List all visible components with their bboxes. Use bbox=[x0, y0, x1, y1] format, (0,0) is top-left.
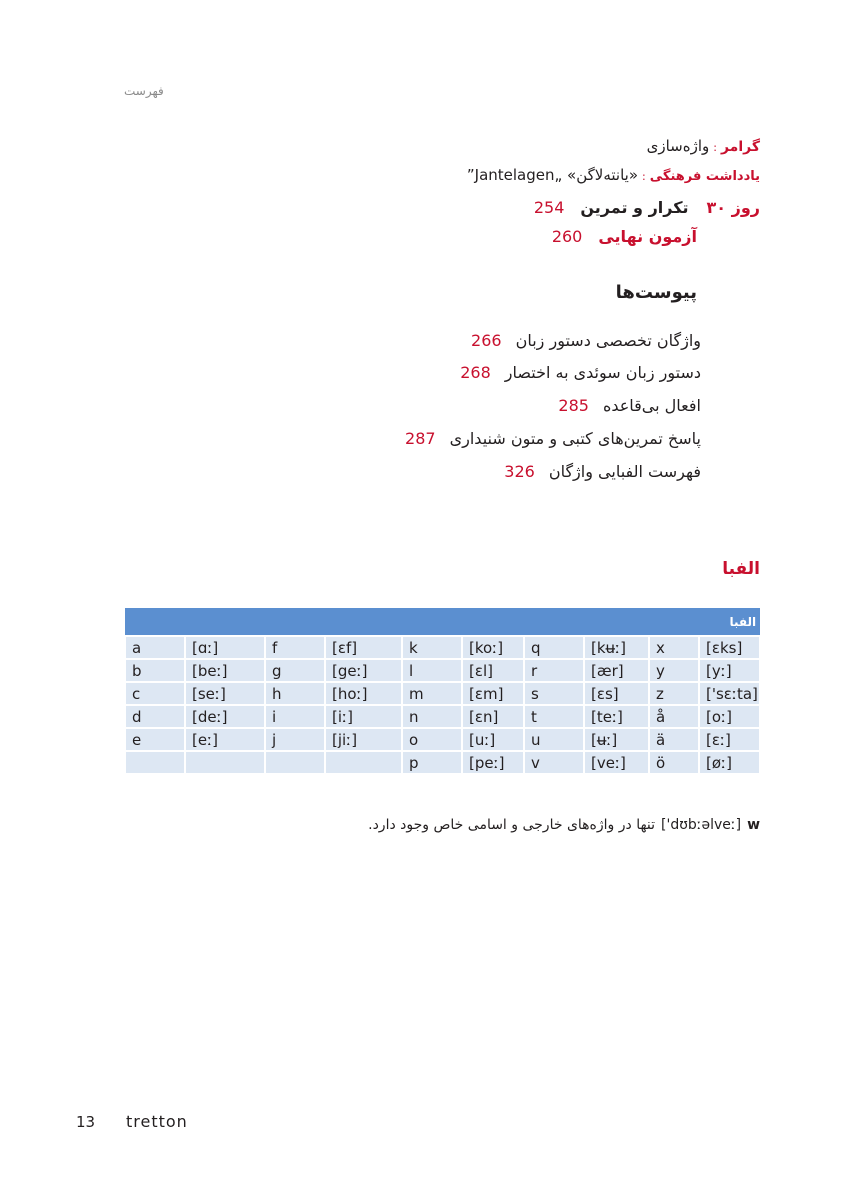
appendix-label: فهرست الفبایی واژگان bbox=[548, 462, 701, 481]
toc-day-line bbox=[534, 198, 760, 217]
pronunciation-cell: [ɛm] bbox=[462, 682, 524, 705]
alphabet-footnote bbox=[368, 817, 760, 833]
letter-cell: y bbox=[649, 659, 699, 682]
alphabet-table-row bbox=[125, 705, 760, 728]
pronunciation-cell: [ɛks] bbox=[699, 636, 760, 659]
letter-cell: v bbox=[524, 751, 584, 774]
appendix-item bbox=[558, 396, 701, 415]
toc-grammar-line bbox=[647, 137, 760, 155]
pronunciation-cell: [oː] bbox=[699, 705, 760, 728]
letter-cell: j bbox=[265, 728, 325, 751]
pronunciation-cell: ['sɛːta] bbox=[699, 682, 760, 705]
letter-cell: m bbox=[402, 682, 462, 705]
pronunciation-cell: [jiː] bbox=[325, 728, 402, 751]
appendix-page-number: 266 bbox=[471, 331, 502, 350]
pronunciation-cell: [øː] bbox=[699, 751, 760, 774]
letter-cell: k bbox=[402, 636, 462, 659]
letter-cell: z bbox=[649, 682, 699, 705]
brand-name: tretton bbox=[126, 1112, 188, 1131]
letter-cell: g bbox=[265, 659, 325, 682]
appendix-label: پاسخ تمرین‌های کتبی و متون شنیداری bbox=[449, 429, 701, 448]
alphabet-heading: الفبا bbox=[722, 559, 760, 579]
pronunciation-cell: [ær] bbox=[584, 659, 649, 682]
letter-cell: a bbox=[125, 636, 185, 659]
appendix-label: واژگان تخصصی دستور زبان bbox=[515, 331, 701, 350]
pronunciation-cell: [ɛf] bbox=[325, 636, 402, 659]
alphabet-table-row bbox=[125, 636, 760, 659]
alphabet-table-row bbox=[125, 659, 760, 682]
pronunciation-cell: [ɛː] bbox=[699, 728, 760, 751]
letter-cell: u bbox=[524, 728, 584, 751]
pronunciation-cell: [geː] bbox=[325, 659, 402, 682]
appendix-item bbox=[504, 462, 701, 481]
pronunciation-cell: [koː] bbox=[462, 636, 524, 659]
culture-topic: «یانته‌لاگن» „Jantelagen” bbox=[466, 166, 639, 184]
letter-cell: q bbox=[524, 636, 584, 659]
appendix-page-number: 326 bbox=[504, 462, 535, 481]
letter-cell: e bbox=[125, 728, 185, 751]
pronunciation-cell: [deː] bbox=[185, 705, 265, 728]
letter-cell bbox=[125, 751, 185, 774]
grammar-topic: واژه‌سازی bbox=[646, 137, 710, 155]
pronunciation-cell: [veː] bbox=[584, 751, 649, 774]
alphabet-table-body bbox=[125, 636, 760, 774]
grammar-label: گرامر bbox=[720, 139, 760, 155]
appendix-label: دستور زبان سوئدی به اختصار bbox=[504, 363, 701, 382]
alphabet-table-row bbox=[125, 728, 760, 751]
letter-cell: å bbox=[649, 705, 699, 728]
pronunciation-cell: [kʉː] bbox=[584, 636, 649, 659]
exam-page-number: 260 bbox=[551, 227, 583, 246]
letter-cell: r bbox=[524, 659, 584, 682]
pronunciation-cell: [ʉː] bbox=[584, 728, 649, 751]
running-head: فهرست bbox=[124, 84, 164, 98]
footnote-ipa: ['dʊbːəlveː] bbox=[661, 817, 742, 833]
pronunciation-cell: [teː] bbox=[584, 705, 649, 728]
letter-cell bbox=[265, 751, 325, 774]
page-number: 13 bbox=[76, 1113, 96, 1131]
pronunciation-cell: [seː] bbox=[185, 682, 265, 705]
culture-separator: : bbox=[642, 170, 646, 183]
pronunciation-cell: [eː] bbox=[185, 728, 265, 751]
appendix-page-number: 287 bbox=[405, 429, 436, 448]
pronunciation-cell: [ɑː] bbox=[185, 636, 265, 659]
day-page-number: 254 bbox=[533, 198, 565, 217]
letter-cell: ä bbox=[649, 728, 699, 751]
alphabet-table-row bbox=[125, 751, 760, 774]
letter-cell: b bbox=[125, 659, 185, 682]
pronunciation-cell bbox=[185, 751, 265, 774]
appendix-item bbox=[460, 363, 701, 382]
alphabet-table-row bbox=[125, 682, 760, 705]
letter-cell: s bbox=[524, 682, 584, 705]
toc-exam-line bbox=[552, 227, 697, 246]
letter-cell: f bbox=[265, 636, 325, 659]
alphabet-table-header: الفبا bbox=[125, 608, 760, 636]
pronunciation-cell: [hoː] bbox=[325, 682, 402, 705]
pronunciation-cell: [peː] bbox=[462, 751, 524, 774]
grammar-separator: : bbox=[713, 141, 717, 154]
pronunciation-cell: [ɛl] bbox=[462, 659, 524, 682]
alphabet-table bbox=[124, 608, 761, 775]
pronunciation-cell: [uː] bbox=[462, 728, 524, 751]
appendix-page-number: 268 bbox=[460, 363, 491, 382]
letter-cell: n bbox=[402, 705, 462, 728]
culture-label: یادداشت فرهنگی bbox=[649, 169, 760, 184]
letter-cell: c bbox=[125, 682, 185, 705]
pronunciation-cell: [yː] bbox=[699, 659, 760, 682]
letter-cell: p bbox=[402, 751, 462, 774]
letter-cell: t bbox=[524, 705, 584, 728]
day-title: تکرار و تمرین bbox=[580, 198, 689, 217]
pronunciation-cell: [beː] bbox=[185, 659, 265, 682]
letter-cell: d bbox=[125, 705, 185, 728]
pronunciation-cell: [ɛs] bbox=[584, 682, 649, 705]
alphabet-table-header-row bbox=[125, 608, 760, 636]
appendix-page-number: 285 bbox=[558, 396, 589, 415]
pronunciation-cell: [ɛn] bbox=[462, 705, 524, 728]
footnote-text: تنها در واژه‌های خارجی و اسامی خاص وجود دارد. bbox=[368, 817, 656, 833]
appendix-item bbox=[405, 429, 701, 448]
footnote-letter: w bbox=[747, 817, 760, 833]
letter-cell: ö bbox=[649, 751, 699, 774]
pronunciation-cell: [iː] bbox=[325, 705, 402, 728]
appendix-item bbox=[471, 331, 701, 350]
day-label: روز ۳۰ bbox=[706, 198, 760, 217]
letter-cell: i bbox=[265, 705, 325, 728]
letter-cell: o bbox=[402, 728, 462, 751]
appendices-title: پیوست‌ها bbox=[615, 282, 697, 303]
letter-cell: l bbox=[402, 659, 462, 682]
pronunciation-cell bbox=[325, 751, 402, 774]
toc-culture-line bbox=[467, 166, 760, 184]
letter-cell: x bbox=[649, 636, 699, 659]
letter-cell: h bbox=[265, 682, 325, 705]
appendix-label: افعال بی‌قاعده bbox=[602, 396, 701, 415]
exam-title: آزمون نهایی bbox=[598, 227, 697, 246]
